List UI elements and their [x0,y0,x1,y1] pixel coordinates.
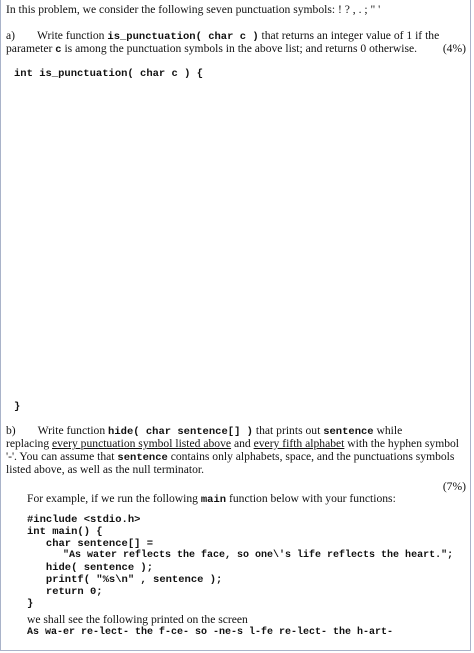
code-line: printf( "%s\n" , sentence ); [27,574,223,586]
screen-output-intro: we shall see the following printed on the screen [27,613,248,626]
part-a-code-header: int is_punctuation( char c ) { [14,68,204,80]
part-a-points: (4%) [442,42,466,55]
part-b-example-intro: For example, if we run the following main function below with your functions: [27,492,396,506]
code-line: return 0; [27,586,103,598]
part-a-code-close: } [14,401,21,413]
part-b-label: b) [6,424,16,437]
intro-text: In this problem, we consider the following seven punctuation symbols: ! ? , . ; " ' [6,3,381,16]
code-line: char sentence[] = [27,538,154,550]
part-a-function-signature: is_punctuation( char c ) [107,31,259,43]
part-a-line-2: parameter c is among the punctuation symbols in the above list; and returns 0 otherwise. [6,42,418,56]
example-code-block [27,514,453,610]
part-b-points: (7%) [442,480,466,493]
code-line: int main() { [27,526,103,538]
part-b-line-4: listed above, as well as the null terminator. [6,463,205,476]
code-line: hide( sentence ); [27,562,154,574]
code-line: } [27,598,34,610]
part-b-line-3: '-'. You can assume that sentence contains only alphabets, space, and the punctuations symbols [6,450,455,464]
part-b-line-1: b) Write function hide( char sentence[] ) that prints out sentence while [6,424,403,438]
screen-output: As wa-er re-lect- the f-ce- so -ne-s l-fe re-lect- the h-art- [27,627,394,638]
part-b-function-signature: hide( char sentence[] ) [108,426,253,438]
part-a-label: a) [6,29,16,42]
code-line: "As water reflects the face, so one\'s life reflects the heart."; [27,550,454,561]
code-line: #include <stdio.h> [27,514,141,526]
part-a-line-1: a) Write function is_punctuation( char c ) that returns an integer value of 1 if the [6,29,440,43]
part-b-line-2: replacing every punctuation symbol listed above and every fifth alphabet with the hyphen symbol [6,437,460,450]
part-a-param: c [55,44,62,56]
